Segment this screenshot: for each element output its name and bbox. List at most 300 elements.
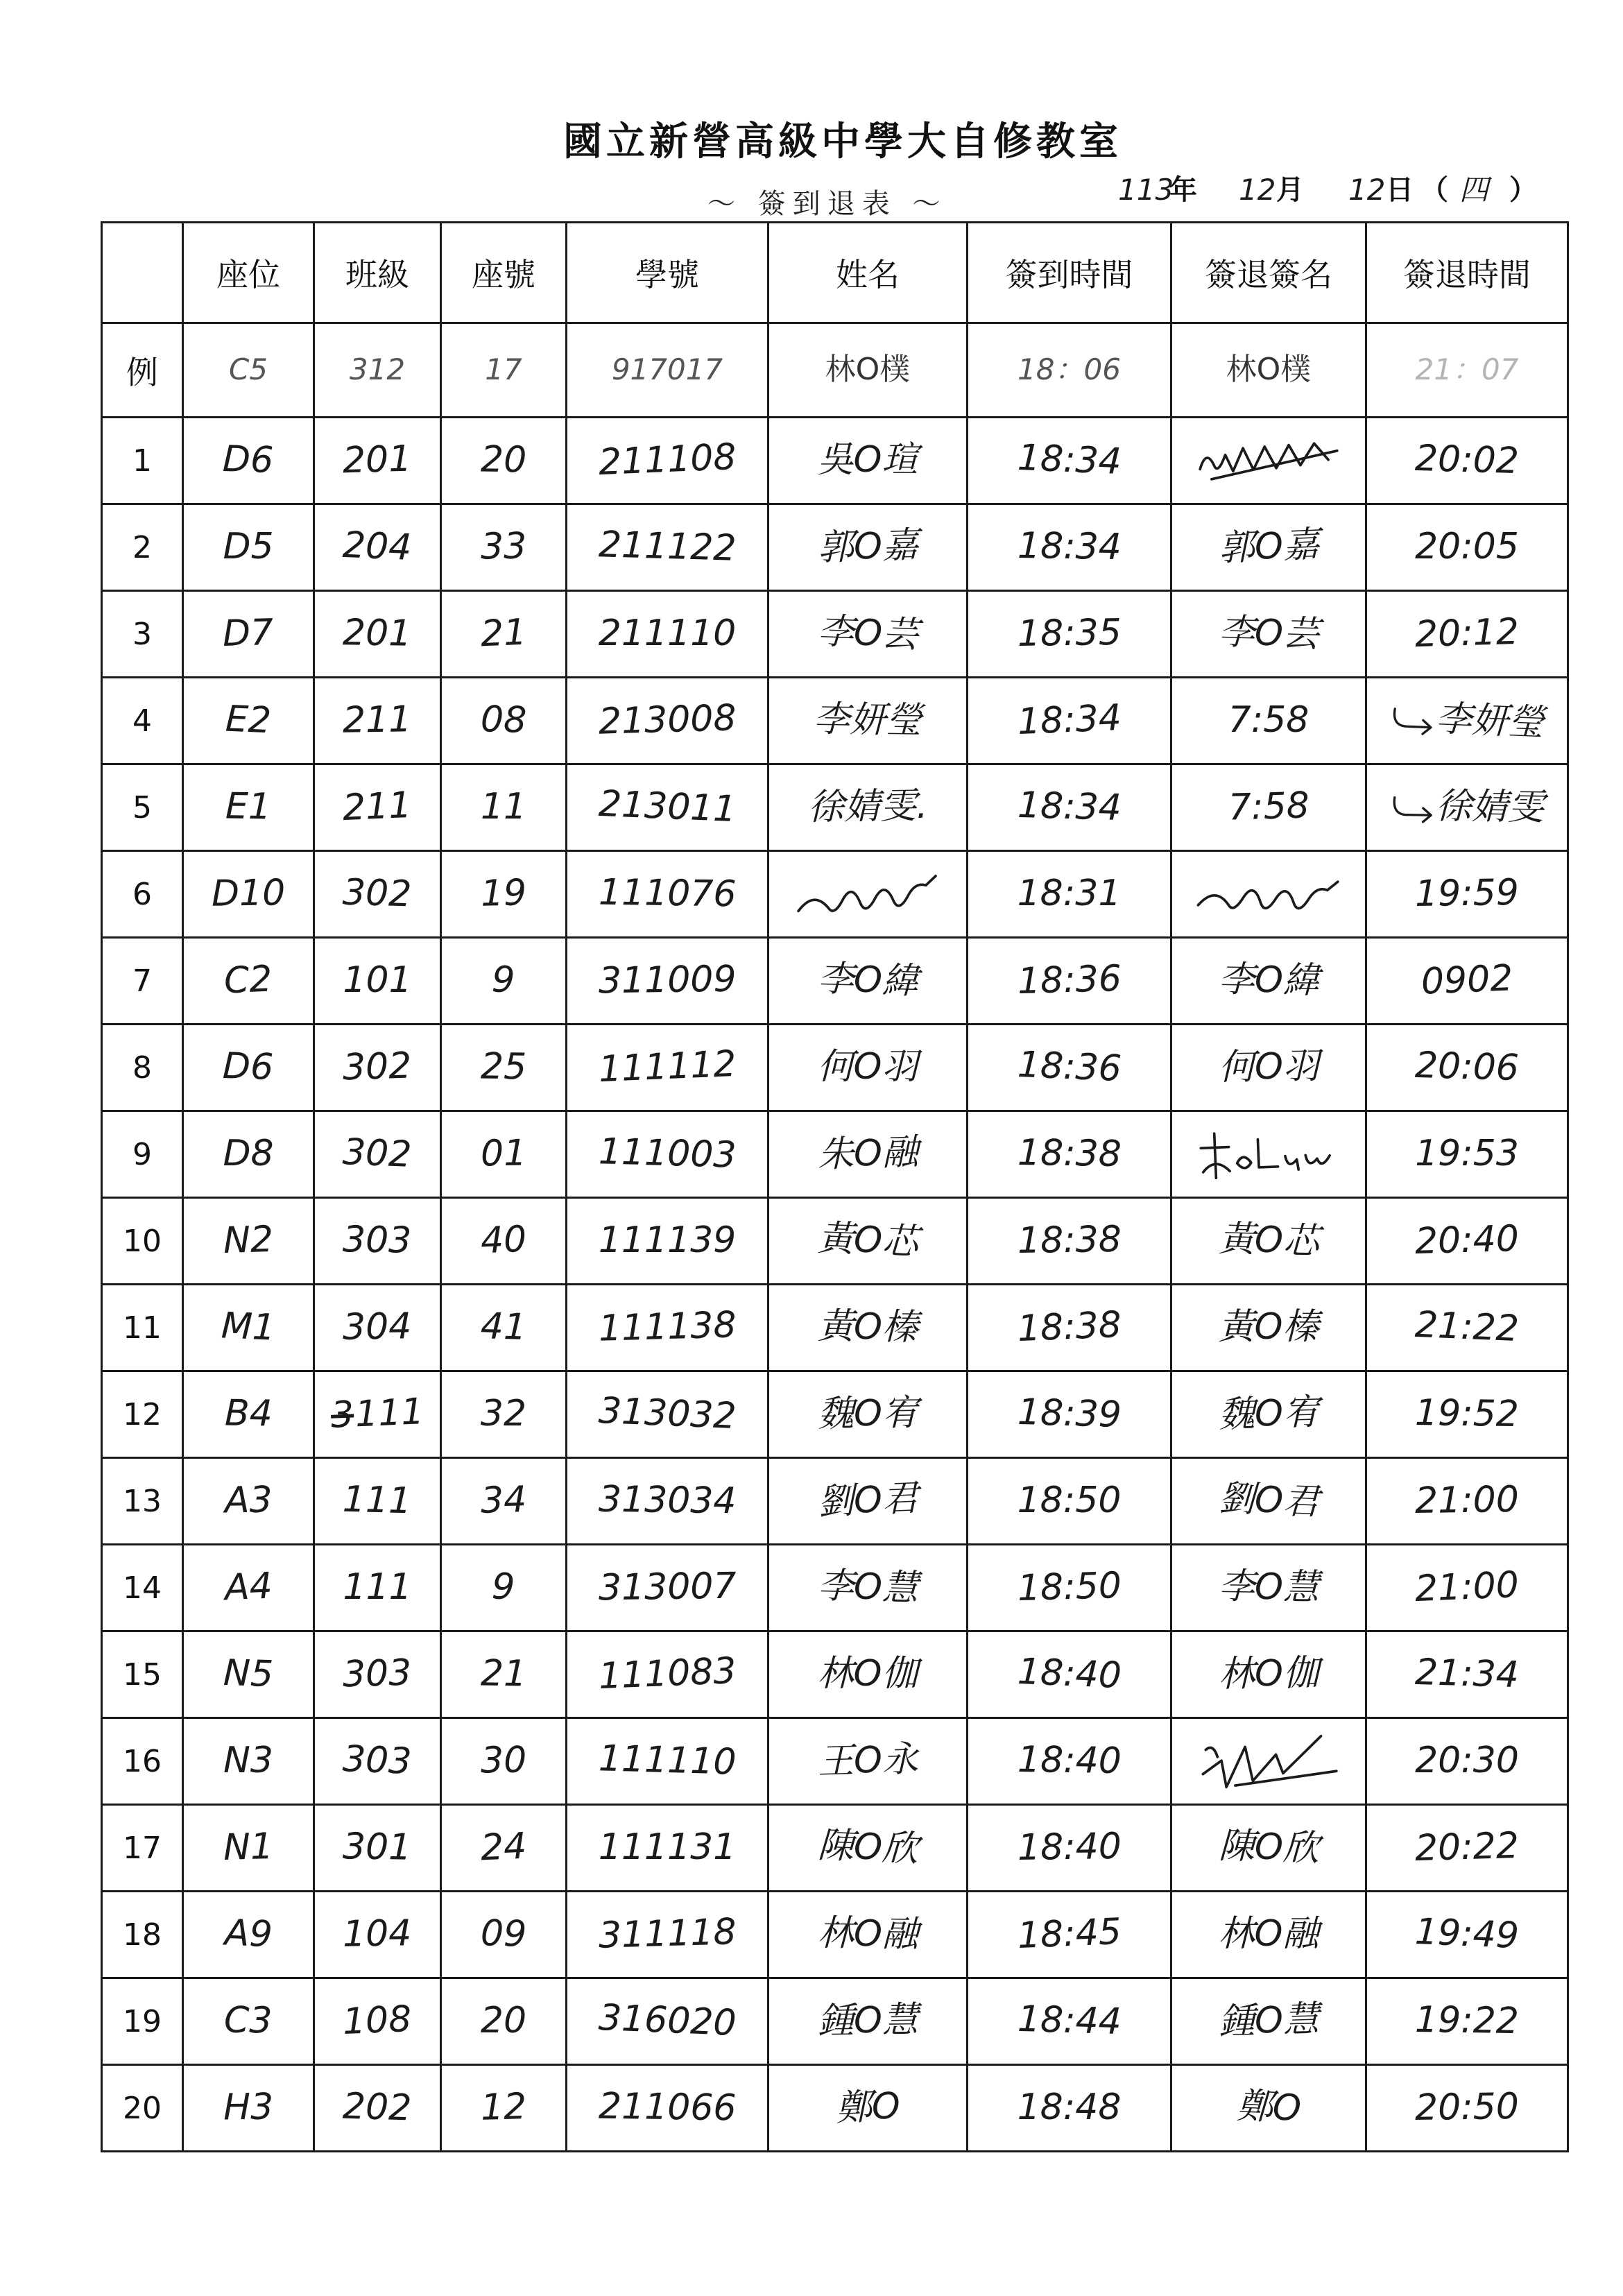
name-entry: 鍾O慧 bbox=[817, 1999, 918, 2043]
header-seat: 座位 bbox=[183, 223, 314, 323]
student-id-cell bbox=[567, 1805, 768, 1892]
name-entry: 王O永 bbox=[816, 1738, 919, 1783]
seat-entry: D6 bbox=[222, 1045, 275, 1089]
sign-out-time-cell bbox=[1366, 1111, 1568, 1198]
sign-out-signature-entry bbox=[1192, 427, 1345, 493]
name-entry: 鄭O bbox=[834, 2085, 901, 2130]
name-entry: 朱O融 bbox=[816, 1131, 919, 1176]
name-cell bbox=[768, 1371, 968, 1458]
class-cell bbox=[314, 1545, 441, 1631]
seat-number-entry: 25 bbox=[480, 1045, 527, 1088]
sign-in-time-entry: 18:40 bbox=[1017, 1739, 1122, 1783]
sign-out-time-cell bbox=[1366, 504, 1568, 591]
sign-in-time-entry: 18:38 bbox=[1017, 1219, 1122, 1262]
sign-in-time-cell bbox=[968, 1718, 1171, 1805]
sign-out-time-cell bbox=[1366, 1978, 1568, 2065]
class-entry: 302 bbox=[342, 872, 413, 916]
seat-entry: M1 bbox=[220, 1305, 277, 1350]
name-cell bbox=[768, 1111, 968, 1198]
sign-out-time-cell bbox=[1366, 764, 1568, 851]
table-row bbox=[102, 938, 1568, 1025]
student-id-entry: 313007 bbox=[598, 1566, 737, 1609]
table-row bbox=[102, 2065, 1568, 2152]
example-row bbox=[102, 323, 1568, 418]
seat-number-cell bbox=[441, 678, 567, 764]
row-number: 3 bbox=[102, 591, 183, 678]
seat-number-cell bbox=[441, 418, 567, 504]
sign-out-signature-entry: 李O芸 bbox=[1217, 611, 1320, 656]
seat-number-cell bbox=[441, 1285, 567, 1371]
class-entry: 303 bbox=[342, 1219, 413, 1262]
student-id-cell bbox=[567, 938, 768, 1025]
class-cell bbox=[314, 1718, 441, 1805]
seat-number-cell bbox=[441, 1978, 567, 2065]
table-row bbox=[102, 1111, 1568, 1198]
name-cell bbox=[768, 1198, 968, 1285]
class-cell bbox=[314, 1892, 441, 1978]
name-cell bbox=[768, 678, 968, 764]
row-number: 4 bbox=[102, 678, 183, 764]
signature-scribble-loops-icon bbox=[790, 859, 945, 929]
sign-in-time-entry: 18:34 bbox=[1016, 437, 1122, 483]
date-month-unit: 月 bbox=[1276, 173, 1304, 206]
sign-in-time-cell bbox=[968, 678, 1171, 764]
sign-out-time-cell bbox=[1366, 1892, 1568, 1978]
sign-in-time-cell bbox=[968, 1458, 1171, 1545]
student-id-entry: 111139 bbox=[598, 1219, 737, 1262]
class-entry: 304 bbox=[342, 1305, 413, 1349]
seat-number-entry: 24 bbox=[479, 1826, 528, 1869]
table-row bbox=[102, 1025, 1568, 1111]
sign-out-signature-entry bbox=[1191, 1726, 1346, 1796]
class-entry: 312 bbox=[349, 352, 406, 387]
name-cell bbox=[768, 1892, 968, 1978]
class-cell bbox=[314, 1198, 441, 1285]
seat-cell bbox=[183, 323, 314, 418]
student-id-entry: 213011 bbox=[597, 783, 737, 831]
class-entry: 108 bbox=[342, 1998, 413, 2044]
table-row bbox=[102, 1285, 1568, 1371]
student-id-entry: 313032 bbox=[597, 1390, 737, 1438]
seat-cell bbox=[183, 678, 314, 764]
seat-entry: E1 bbox=[225, 785, 272, 828]
sign-out-signature-cell bbox=[1171, 938, 1366, 1025]
row-number: 10 bbox=[102, 1198, 183, 1285]
seat-cell bbox=[183, 1458, 314, 1545]
class-entry: 204 bbox=[342, 524, 413, 569]
row-number: 20 bbox=[102, 2065, 183, 2152]
seat-number-entry: 17 bbox=[485, 352, 522, 387]
sign-out-signature-entry: 李O緯 bbox=[1218, 959, 1319, 1002]
table-row bbox=[102, 1631, 1568, 1718]
seat-number-entry: 01 bbox=[480, 1132, 527, 1175]
class-cell bbox=[314, 1458, 441, 1545]
name-entry: 魏O宥 bbox=[817, 1392, 918, 1436]
sign-out-time-cell bbox=[1366, 1198, 1568, 1285]
sign-out-time-entry: 19:49 bbox=[1414, 1911, 1520, 1957]
sign-out-signature-entry: 何O羽 bbox=[1218, 1045, 1319, 1089]
arrow-hook-icon bbox=[1389, 702, 1436, 739]
student-id-entry: 917017 bbox=[611, 352, 723, 387]
row-number: 19 bbox=[102, 1978, 183, 2065]
name-cell bbox=[768, 504, 968, 591]
table-row bbox=[102, 1718, 1568, 1805]
sign-in-out-table bbox=[101, 221, 1569, 2152]
seat-entry: N5 bbox=[223, 1652, 274, 1696]
name-entry: 徐婧雯. bbox=[807, 785, 928, 829]
name-cell bbox=[768, 938, 968, 1025]
student-id-cell bbox=[567, 1285, 768, 1371]
seat-cell bbox=[183, 1805, 314, 1892]
sign-out-signature-cell bbox=[1171, 2065, 1366, 2152]
header-row bbox=[102, 223, 1568, 323]
struck-out-digit: 3 bbox=[329, 1394, 355, 1437]
seat-number-entry: 21 bbox=[480, 1652, 527, 1695]
sign-out-time-cell bbox=[1366, 1718, 1568, 1805]
seat-number-entry: 33 bbox=[480, 525, 527, 568]
sign-out-signature-entry: 7:58 bbox=[1227, 785, 1310, 830]
name-cell bbox=[768, 1978, 968, 2065]
class-entry: 202 bbox=[342, 2086, 413, 2130]
name-cell bbox=[768, 1545, 968, 1631]
class-entry: 301 bbox=[342, 1826, 413, 1869]
table-row bbox=[102, 1371, 1568, 1458]
seat-number-cell bbox=[441, 1111, 567, 1198]
seat-cell bbox=[183, 938, 314, 1025]
sign-out-time-cell bbox=[1366, 591, 1568, 678]
name-entry: 李O芸 bbox=[816, 610, 919, 657]
document-title: 國立新營高級中學大自修教室 bbox=[563, 119, 1122, 164]
table-row bbox=[102, 1805, 1568, 1892]
table-row bbox=[102, 1545, 1568, 1631]
class-cell bbox=[314, 1978, 441, 2065]
sign-out-signature-entry: 陳O欣 bbox=[1217, 1825, 1320, 1870]
class-entry: 111 bbox=[342, 1479, 413, 1523]
sign-in-time-entry: 18:35 bbox=[1017, 612, 1122, 656]
sign-out-signature-entry: 李O慧 bbox=[1218, 1566, 1319, 1609]
sign-out-time-cell bbox=[1366, 1545, 1568, 1631]
sign-out-time-cell bbox=[1366, 1631, 1568, 1718]
name-cell bbox=[768, 1458, 968, 1545]
sign-out-time-entry: 21:22 bbox=[1414, 1304, 1520, 1351]
header-sign-out-signature: 簽退簽名 bbox=[1171, 223, 1366, 323]
sign-in-time-cell bbox=[968, 2065, 1171, 2152]
sign-out-time-entry: 20:12 bbox=[1414, 611, 1520, 656]
class-cell bbox=[314, 1285, 441, 1371]
row-number: 11 bbox=[102, 1285, 183, 1371]
seat-cell bbox=[183, 504, 314, 591]
sign-out-time-entry: 20:30 bbox=[1415, 1740, 1519, 1782]
seat-entry: N3 bbox=[223, 1740, 273, 1782]
sign-out-signature-entry bbox=[1191, 1119, 1346, 1189]
row-number: 9 bbox=[102, 1111, 183, 1198]
header-sign-in-time: 簽到時間 bbox=[968, 223, 1171, 323]
seat-number-entry: 9 bbox=[491, 959, 516, 1002]
sign-in-time-entry: 18:44 bbox=[1016, 1998, 1122, 2044]
sign-in-time-entry: 18:36 bbox=[1016, 1044, 1122, 1090]
name-cell bbox=[768, 1285, 968, 1371]
sign-out-signature-cell bbox=[1171, 1545, 1366, 1631]
table-row bbox=[102, 418, 1568, 504]
class-entry: 211 bbox=[342, 699, 413, 742]
class-entry: 201 bbox=[342, 612, 413, 656]
sign-out-time-entry bbox=[1389, 698, 1545, 744]
student-id-entry: 111076 bbox=[598, 872, 737, 916]
student-id-cell bbox=[567, 1198, 768, 1285]
seat-number-cell bbox=[441, 764, 567, 851]
name-cell bbox=[768, 1718, 968, 1805]
seat-number-entry: 09 bbox=[480, 1912, 527, 1956]
class-cell bbox=[314, 1111, 441, 1198]
sign-out-signature-cell bbox=[1171, 1025, 1366, 1111]
name-entry: 林O伽 bbox=[817, 1653, 918, 1695]
date-weekday: 四 bbox=[1459, 173, 1489, 207]
sign-out-signature-entry: 林O伽 bbox=[1218, 1652, 1319, 1696]
sign-in-time-cell bbox=[968, 1631, 1171, 1718]
name-entry: 李妍瑩 bbox=[813, 699, 922, 742]
class-cell bbox=[314, 1805, 441, 1892]
seat-entry: E2 bbox=[224, 699, 273, 742]
sign-out-signature-cell bbox=[1171, 591, 1366, 678]
signature-scribble-loops-icon bbox=[1191, 859, 1346, 929]
sign-in-time-entry: 18:34 bbox=[1017, 525, 1122, 569]
sign-in-time-entry: 18:40 bbox=[1017, 1826, 1122, 1869]
seat-entry: D5 bbox=[223, 526, 274, 568]
seat-number-cell bbox=[441, 504, 567, 591]
class-entry: 201 bbox=[342, 438, 413, 482]
seat-number-cell bbox=[441, 1545, 567, 1631]
table-row bbox=[102, 504, 1568, 591]
class-text: 111 bbox=[354, 1391, 425, 1436]
student-id-cell bbox=[567, 323, 768, 418]
name-cell bbox=[768, 1631, 968, 1718]
row-number: 6 bbox=[102, 851, 183, 938]
class-entry: 302 bbox=[342, 1131, 413, 1176]
sign-in-time-entry: 18:38 bbox=[1016, 1304, 1122, 1351]
sign-out-time-entry: 20:40 bbox=[1414, 1218, 1520, 1263]
name-entry: 黃O榛 bbox=[817, 1305, 918, 1349]
seat-entry: B4 bbox=[224, 1392, 273, 1435]
name-entry: 何O羽 bbox=[817, 1046, 918, 1088]
sign-in-time-cell bbox=[968, 591, 1171, 678]
student-id-entry: 111003 bbox=[597, 1131, 737, 1177]
seat-entry: N2 bbox=[223, 1219, 274, 1262]
seat-number-cell bbox=[441, 591, 567, 678]
weekday-open-paren: （ bbox=[1420, 173, 1448, 206]
sign-out-signature-entry: 黃O榛 bbox=[1218, 1306, 1319, 1348]
name-cell bbox=[768, 418, 968, 504]
student-id-cell bbox=[567, 591, 768, 678]
student-id-entry: 313034 bbox=[598, 1479, 737, 1523]
sign-in-time-cell bbox=[968, 1285, 1171, 1371]
student-id-cell bbox=[567, 1458, 768, 1545]
sign-in-time-cell bbox=[968, 764, 1171, 851]
name-entry: 林O融 bbox=[817, 1912, 918, 1956]
sign-out-signature-entry: 鍾O慧 bbox=[1217, 1998, 1320, 2044]
sign-out-time-text: 徐婧雯 bbox=[1435, 785, 1545, 829]
sign-in-time-cell bbox=[968, 1805, 1171, 1892]
student-id-entry: 213008 bbox=[597, 697, 737, 744]
class-cell bbox=[314, 2065, 441, 2152]
sign-in-time-entry: 18:34 bbox=[1016, 785, 1122, 830]
sign-out-time-cell bbox=[1366, 1025, 1568, 1111]
table-row bbox=[102, 1458, 1568, 1545]
date-day: 12 bbox=[1348, 173, 1386, 207]
seat-cell bbox=[183, 1631, 314, 1718]
date-year-unit: 年 bbox=[1169, 173, 1197, 206]
class-cell bbox=[314, 323, 441, 418]
class-entry: 111 bbox=[343, 1566, 412, 1609]
header-seat-number: 座號 bbox=[441, 223, 567, 323]
class-cell bbox=[314, 1631, 441, 1718]
sign-out-time-entry: 21：07 bbox=[1415, 352, 1519, 387]
name-cell bbox=[768, 1805, 968, 1892]
seat-entry: D8 bbox=[223, 1133, 274, 1175]
sign-in-time-cell bbox=[968, 418, 1171, 504]
date-month: 12 bbox=[1239, 173, 1276, 207]
sign-out-signature-cell bbox=[1171, 1978, 1366, 2065]
row-number: 12 bbox=[102, 1371, 183, 1458]
seat-entry: D10 bbox=[211, 872, 286, 916]
seat-number-cell bbox=[441, 1458, 567, 1545]
sign-in-time-entry: 18:45 bbox=[1016, 1911, 1122, 1957]
student-id-entry: 211066 bbox=[598, 2086, 737, 2130]
sign-in-time-cell bbox=[968, 1545, 1171, 1631]
sign-out-signature-cell bbox=[1171, 1285, 1366, 1371]
sign-in-time-entry: 18：06 bbox=[1017, 352, 1121, 387]
sign-out-signature-cell bbox=[1171, 1718, 1366, 1805]
table-row bbox=[102, 678, 1568, 764]
seat-entry: D6 bbox=[222, 438, 275, 482]
seat-cell bbox=[183, 851, 314, 938]
seat-cell bbox=[183, 1285, 314, 1371]
student-id-entry: 311118 bbox=[597, 1911, 737, 1957]
weekday-close-paren: ） bbox=[1509, 173, 1537, 206]
seat-cell bbox=[183, 1892, 314, 1978]
row-number: 15 bbox=[102, 1631, 183, 1718]
seat-number-cell bbox=[441, 938, 567, 1025]
student-id-entry: 111112 bbox=[597, 1043, 737, 1091]
class-cell bbox=[314, 418, 441, 504]
table-row bbox=[102, 851, 1568, 938]
student-id-cell bbox=[567, 1978, 768, 2065]
row-number: 17 bbox=[102, 1805, 183, 1892]
signature-scribble-wave-icon bbox=[1192, 427, 1345, 493]
sign-out-signature-cell bbox=[1171, 764, 1366, 851]
seat-number-entry: 9 bbox=[491, 1566, 516, 1609]
seat-number-entry: 41 bbox=[480, 1305, 527, 1349]
seat-number-entry: 34 bbox=[480, 1479, 527, 1523]
sign-out-time-cell bbox=[1366, 1285, 1568, 1371]
student-id-cell bbox=[567, 1025, 768, 1111]
sign-out-time-entry: 19:53 bbox=[1415, 1133, 1519, 1175]
sign-out-signature-entry: 林O融 bbox=[1218, 1913, 1319, 1955]
sign-out-signature-cell bbox=[1171, 1458, 1366, 1545]
table-row bbox=[102, 1978, 1568, 2065]
class-cell bbox=[314, 1025, 441, 1111]
class-entry: 104 bbox=[342, 1912, 413, 1956]
class-entry: 211 bbox=[342, 785, 413, 830]
student-id-cell bbox=[567, 764, 768, 851]
row-number: 18 bbox=[102, 1892, 183, 1978]
seat-entry: A3 bbox=[224, 1479, 273, 1522]
sign-out-time-entry: 20:50 bbox=[1414, 2086, 1520, 2130]
seat-entry: H3 bbox=[223, 2086, 274, 2129]
sign-out-signature-cell bbox=[1171, 1198, 1366, 1285]
seat-number-entry: 19 bbox=[480, 872, 527, 916]
student-id-cell bbox=[567, 504, 768, 591]
seat-entry: A9 bbox=[223, 1912, 273, 1956]
sign-out-time-cell bbox=[1366, 678, 1568, 764]
student-id-cell bbox=[567, 1892, 768, 1978]
class-cell bbox=[314, 1371, 441, 1458]
sign-out-time-text: 李妍瑩 bbox=[1434, 698, 1545, 745]
sign-out-time-entry: 20:02 bbox=[1414, 438, 1520, 483]
row-number: 14 bbox=[102, 1545, 183, 1631]
sign-out-time-entry: 21:00 bbox=[1414, 1564, 1520, 1611]
sign-out-time-entry: 20:05 bbox=[1415, 526, 1519, 568]
sign-out-time-entry: 21:00 bbox=[1414, 1479, 1520, 1523]
seat-cell bbox=[183, 1371, 314, 1458]
table-row bbox=[102, 591, 1568, 678]
student-id-entry: 111083 bbox=[597, 1650, 737, 1698]
seat-cell bbox=[183, 418, 314, 504]
seat-number-cell bbox=[441, 323, 567, 418]
seat-number-entry: 30 bbox=[480, 1739, 527, 1782]
sign-out-signature-cell bbox=[1171, 1631, 1366, 1718]
sign-out-time-cell bbox=[1366, 1458, 1568, 1545]
row-number: 1 bbox=[102, 418, 183, 504]
sign-out-time-entry: 0902 bbox=[1420, 957, 1514, 1004]
seat-number-entry: 32 bbox=[480, 1393, 527, 1435]
sign-out-time-cell bbox=[1366, 418, 1568, 504]
class-cell bbox=[314, 504, 441, 591]
name-entry bbox=[790, 859, 945, 929]
student-id-entry: 111110 bbox=[597, 1738, 737, 1784]
seat-number-cell bbox=[441, 1371, 567, 1458]
name-entry: 郭O嘉 bbox=[816, 524, 919, 569]
seat-cell bbox=[183, 1545, 314, 1631]
seat-number-entry: 20 bbox=[480, 438, 527, 481]
row-number: 2 bbox=[102, 504, 183, 591]
seat-cell bbox=[183, 1111, 314, 1198]
name-cell bbox=[768, 591, 968, 678]
sign-out-time-cell bbox=[1366, 323, 1568, 418]
name-entry: 吳O瑄 bbox=[817, 439, 918, 481]
name-entry: 李O緯 bbox=[816, 958, 919, 1003]
sign-in-time-cell bbox=[968, 1371, 1171, 1458]
class-entry: 101 bbox=[343, 959, 412, 1002]
sign-in-time-cell bbox=[968, 1892, 1171, 1978]
table-row bbox=[102, 1198, 1568, 1285]
sign-in-time-entry: 18:48 bbox=[1017, 2087, 1122, 2129]
student-id-cell bbox=[567, 418, 768, 504]
header-class: 班級 bbox=[314, 223, 441, 323]
sign-out-time-cell bbox=[1366, 851, 1568, 938]
sign-in-time-cell bbox=[968, 504, 1171, 591]
arrow-hook-icon bbox=[1390, 791, 1436, 826]
seat-cell bbox=[183, 1198, 314, 1285]
header-corner-cell bbox=[102, 223, 183, 323]
sign-out-time-cell bbox=[1366, 938, 1568, 1025]
header-student-id: 學號 bbox=[567, 223, 768, 323]
name-entry: 黃O芯 bbox=[816, 1217, 919, 1264]
sign-in-time-cell bbox=[968, 323, 1171, 418]
sign-in-time-cell bbox=[968, 1198, 1171, 1285]
sign-out-signature-cell bbox=[1171, 418, 1366, 504]
sign-in-time-entry: 18:36 bbox=[1016, 958, 1122, 1003]
seat-cell bbox=[183, 1025, 314, 1111]
